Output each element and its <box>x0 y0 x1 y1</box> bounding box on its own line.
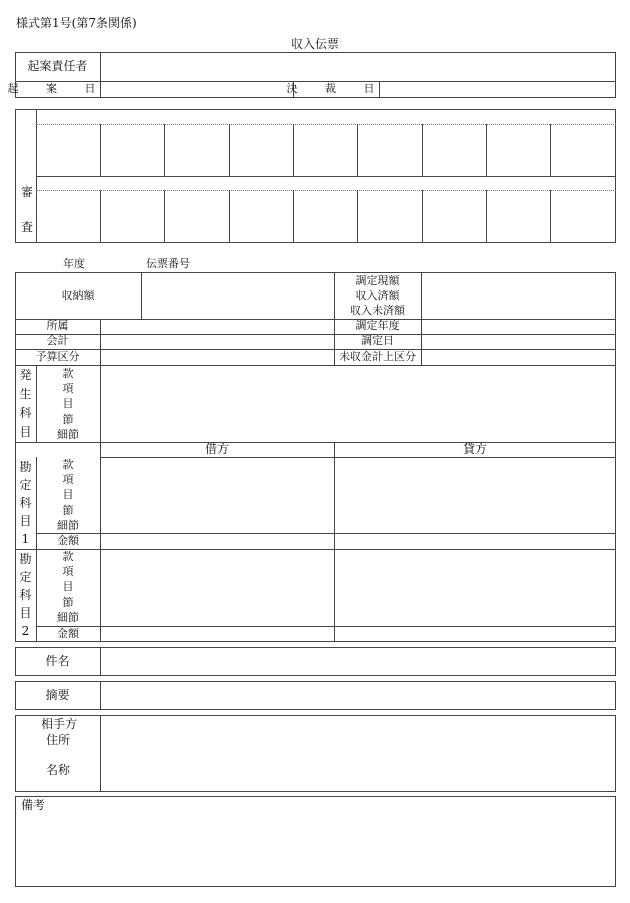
accounting-label: 会計 <box>46 334 69 348</box>
address-label: 住所 <box>46 733 71 747</box>
origin-subject-items: 款 項 目 節 細節 <box>57 367 79 441</box>
debit-amount-2-field[interactable] <box>101 627 334 641</box>
received-amount-label: 収納額 <box>61 288 95 302</box>
draft-date-label: 起 案 日 <box>7 82 108 96</box>
summary-field[interactable] <box>101 682 615 709</box>
assessment-date-label: 調定日 <box>361 334 394 348</box>
debit-subject-1-field[interactable] <box>101 458 334 533</box>
debit-header: 借方 <box>204 441 229 456</box>
review-label-char-1: 審 <box>21 185 34 199</box>
account-subject-2-items: 款 項 目 節 細節 <box>57 550 79 624</box>
unreceived-amount-label: 収入未済額 <box>350 304 405 318</box>
summary-label: 摘要 <box>45 687 70 702</box>
slip-number-label: 伝票番号 <box>146 257 190 270</box>
received-total-label: 収入済額 <box>355 289 400 303</box>
assessed-amount-label: 調定現額 <box>355 274 400 287</box>
form-title: 収入伝票 <box>291 37 340 51</box>
unpaid-class-label: 未収金計上区分 <box>339 349 416 363</box>
fiscal-year-label: 年度 <box>63 257 85 270</box>
credit-header: 貸方 <box>462 441 487 456</box>
draft-date-field[interactable] <box>101 82 293 97</box>
account-subject-1-label: 勘 定 科 目 1 <box>19 459 32 547</box>
subject-label: 件名 <box>45 653 70 668</box>
remarks-field[interactable] <box>16 814 615 886</box>
debit-amount-1-field[interactable] <box>101 534 334 549</box>
assessment-date-field[interactable] <box>422 335 615 349</box>
name-label: 名称 <box>46 763 71 777</box>
credit-amount-1-field[interactable] <box>335 534 615 549</box>
counterparty-label: 相手方 <box>41 717 78 731</box>
subject-field[interactable] <box>101 648 615 675</box>
unpaid-class-field[interactable] <box>422 350 615 365</box>
review-label-char-2: 査 <box>21 220 34 234</box>
debit-subject-2-field[interactable] <box>101 550 334 626</box>
amount-status-field[interactable] <box>422 273 615 319</box>
remarks-label: 備考 <box>21 798 46 812</box>
drafter-field[interactable] <box>101 53 615 81</box>
received-amount-field[interactable] <box>142 273 334 319</box>
origin-subject-label: 発 生 科 目 <box>19 368 32 439</box>
assessment-year-field[interactable] <box>422 320 615 334</box>
decision-date-field[interactable] <box>380 82 615 97</box>
assessment-year-label: 調定年度 <box>355 319 400 333</box>
account-subject-1-items: 款 項 目 節 細節 <box>57 458 79 532</box>
amount-status-labels <box>334 273 421 319</box>
credit-amount-2-field[interactable] <box>335 627 615 641</box>
affiliation-field[interactable] <box>101 320 334 334</box>
drafter-label: 起案責任者 <box>27 59 88 74</box>
amount-1-label: 金額 <box>57 533 79 547</box>
account-subject-2-label: 勘 定 科 目 2 <box>19 551 32 639</box>
accounting-field[interactable] <box>101 335 334 349</box>
credit-subject-2-field[interactable] <box>335 550 615 626</box>
amount-2-label: 金額 <box>57 626 79 640</box>
origin-subject-field[interactable] <box>101 366 615 442</box>
credit-subject-1-field[interactable] <box>335 458 615 533</box>
counterparty-field[interactable] <box>101 716 615 791</box>
form-number-label: 様式第1号(第7条関係) <box>16 16 137 30</box>
decision-date-label: 決 裁 日 <box>286 82 387 96</box>
affiliation-label: 所属 <box>46 319 69 333</box>
budget-class-label: 予算区分 <box>35 349 80 363</box>
budget-class-field[interactable] <box>101 350 334 365</box>
